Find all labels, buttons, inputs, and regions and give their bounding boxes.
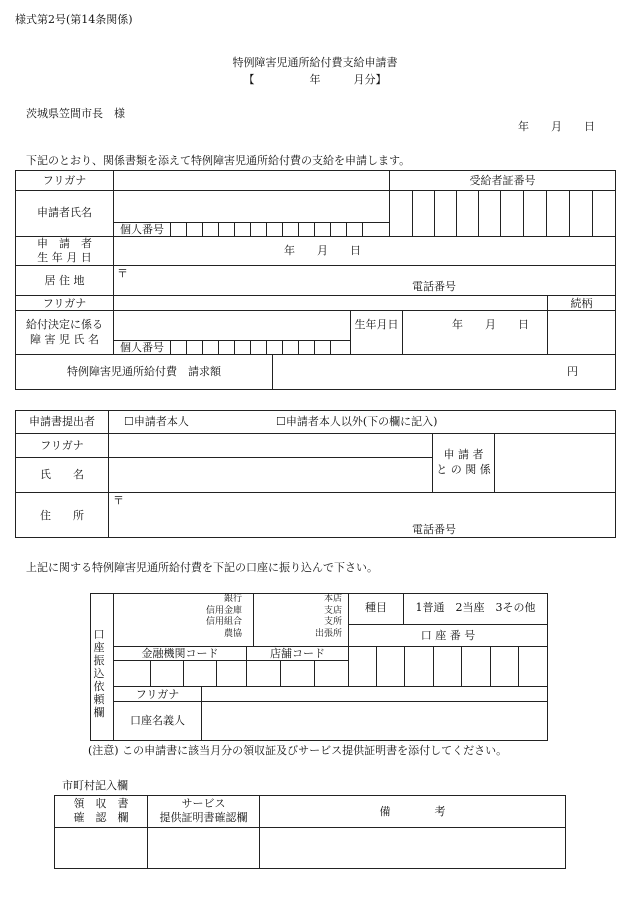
applicant-name-label: 申請者氏名 bbox=[37, 206, 92, 219]
attachment-note: (注意) この申請書に該当月分の領収証及びサービス提供証明書を添付してください。 bbox=[88, 744, 508, 757]
relation-label: 続柄 bbox=[570, 297, 593, 310]
account-furigana-label: フリガナ bbox=[135, 688, 180, 701]
bank-vertical-label: 口 座 振 込 依 頼 欄 bbox=[93, 628, 105, 719]
residence-label: 居 住 地 bbox=[44, 274, 85, 287]
applicant-birth-label-2: 生 年 月 日 bbox=[37, 251, 92, 264]
form-title: 特例障害児通所給付費支給申請書 bbox=[232, 56, 398, 69]
child-birth-date[interactable]: 年 月 日 bbox=[452, 318, 529, 331]
branch-type-outpost: 出張所 bbox=[314, 628, 342, 639]
submitter-address-label: 住 所 bbox=[40, 509, 84, 522]
institution-type-list bbox=[200, 594, 242, 640]
receipt-check-label-1: 領 収 書 bbox=[73, 797, 129, 810]
child-furigana-label: フリガナ bbox=[42, 297, 87, 310]
submitter-relation-label-2: と の 関 係 bbox=[436, 463, 491, 476]
branch-type-office: 支所 bbox=[323, 617, 342, 627]
service-cert-label-1: サービス bbox=[181, 797, 226, 810]
submitter-label: 申請書提出者 bbox=[29, 415, 95, 428]
addressee: 茨城県笠間市長 様 bbox=[26, 107, 125, 120]
submitter-phone-label: 電話番号 bbox=[412, 523, 456, 536]
recipient-number-label: 受給者証番号 bbox=[469, 174, 536, 187]
branch-code-label: 店舗コード bbox=[270, 647, 325, 660]
child-personal-number-label: 個人番号 bbox=[120, 341, 164, 354]
remarks-label: 備 考 bbox=[379, 805, 446, 818]
inst-type-kumiai: 信用組合 bbox=[205, 617, 242, 627]
account-number-label: 口 座 番 号 bbox=[420, 629, 476, 642]
submitter-relation-label-1: 申 請 者 bbox=[443, 448, 484, 461]
intro-text: 下記のとおり、関係書類を添えて特例障害児通所給付費の支給を申請します。 bbox=[26, 154, 411, 167]
inst-type-nokyo: 農協 bbox=[223, 628, 242, 639]
postal-mark: 〒 bbox=[117, 267, 128, 280]
account-type-label: 種目 bbox=[365, 601, 387, 614]
personal-number-label: 個人番号 bbox=[120, 223, 164, 236]
branch-type-branch: 支店 bbox=[323, 605, 342, 616]
phone-label: 電話番号 bbox=[412, 280, 456, 293]
submitter-name-label: 氏 名 bbox=[40, 468, 84, 481]
option-self-checkbox[interactable]: ☐申請者本人 bbox=[124, 415, 189, 428]
applicant-birth-label-1: 申 請 者 bbox=[37, 237, 92, 250]
furigana-label: フリガナ bbox=[42, 174, 87, 187]
bank-intro-text: 上記に関する特例障害児通所給付費を下記の口座に振り込んで下さい。 bbox=[26, 561, 378, 574]
child-name-label-1: 給付決定に係る bbox=[26, 318, 103, 331]
submitter-postal-mark: 〒 bbox=[113, 494, 124, 507]
account-type-options[interactable]: 1普通 2当座 3その他 bbox=[415, 601, 536, 614]
inst-type-shinkin: 信用金庫 bbox=[205, 605, 242, 616]
claim-amount-label: 特例障害児通所給付費 請求額 bbox=[67, 365, 221, 378]
applicant-birth-date[interactable]: 年 月 日 bbox=[284, 244, 361, 257]
form-number: 様式第2号(第14条関係) bbox=[15, 13, 133, 26]
account-holder-label: 口座名義人 bbox=[130, 714, 185, 727]
city-section-heading: 市町村記入欄 bbox=[62, 779, 128, 792]
form-subtitle: 【 年 月分】 bbox=[243, 73, 387, 86]
service-cert-label-2: 提供証明書確認欄 bbox=[159, 811, 248, 824]
institution-code-label: 金融機関コード bbox=[141, 647, 219, 660]
submitter-furigana-label: フリガナ bbox=[40, 439, 84, 452]
branch-type-main: 本店 bbox=[323, 594, 342, 604]
child-name-label-2: 障 害 児 氏 名 bbox=[30, 333, 99, 346]
receipt-check-label-2: 確 認 欄 bbox=[73, 811, 129, 824]
inst-type-bank: 銀行 bbox=[223, 594, 242, 604]
option-other-checkbox[interactable]: ☐申請者本人以外(下の欄に記入) bbox=[276, 415, 438, 428]
application-date[interactable]: 年 月 日 bbox=[518, 120, 595, 133]
yen-unit: 円 bbox=[567, 365, 578, 378]
child-birth-label: 生年月日 bbox=[354, 318, 399, 331]
branch-type-list bbox=[300, 594, 342, 640]
